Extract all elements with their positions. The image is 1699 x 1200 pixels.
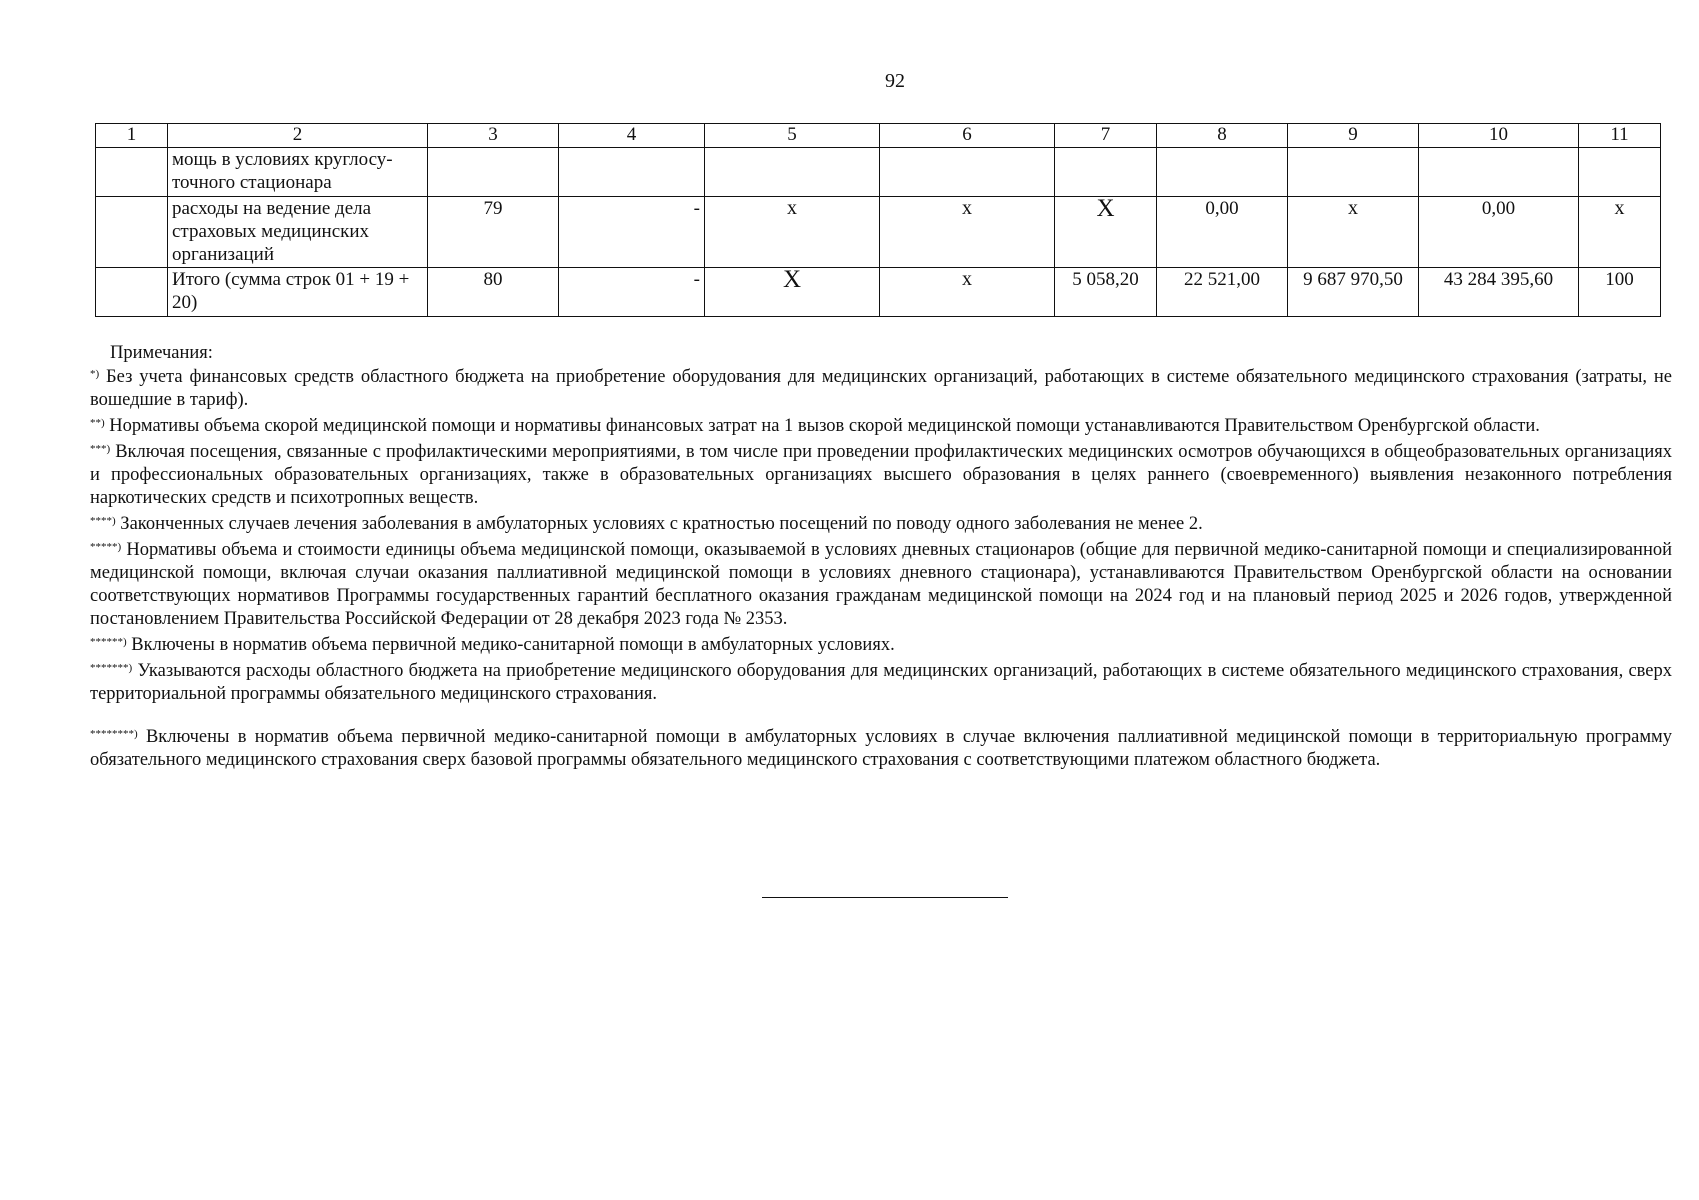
table-cell-label: расходы на ведение дела страховых медицинских организаций <box>168 197 428 268</box>
note-mark: ******) <box>90 636 127 648</box>
note-item <box>90 726 1672 772</box>
note-mark: ***) <box>90 443 111 455</box>
table-cell-label: мощь в условиях круглосу-точного стационара <box>168 148 428 197</box>
note-item <box>90 441 1672 510</box>
table-cell: х <box>705 197 880 268</box>
table-cell <box>1288 148 1419 197</box>
table-cell: 100 <box>1579 268 1661 317</box>
note-item <box>90 513 1672 536</box>
table-cell: - <box>559 197 705 268</box>
table-cell: 22 521,00 <box>1157 268 1288 317</box>
note-text: Законченных случаев лечения заболевания в амбулаторных условиях с кратностью посещений по поводу одного заболевания не менее 2. <box>120 514 1203 534</box>
table-cell <box>1157 148 1288 197</box>
column-header: 8 <box>1157 124 1288 148</box>
note-text: Включены в норматив объема первичной медико-санитарной помощи в амбулаторных условиях. <box>131 635 895 655</box>
note-mark: *******) <box>90 662 133 674</box>
column-header: 3 <box>428 124 559 148</box>
table-cell: х <box>880 268 1055 317</box>
table-cell: х <box>880 197 1055 268</box>
column-header: 9 <box>1288 124 1419 148</box>
table-cell: 0,00 <box>1157 197 1288 268</box>
column-header: 5 <box>705 124 880 148</box>
note-mark: **) <box>90 417 105 429</box>
note-text: Указываются расходы областного бюджета на приобретение медицинского оборудования для медицинских организаций, работающих в системе обязательного медицинского страхования, сверх территориальной программы обязательного медицинского страхования. <box>90 661 1673 704</box>
column-header: 2 <box>168 124 428 148</box>
table-cell <box>880 148 1055 197</box>
column-header: 10 <box>1419 124 1579 148</box>
column-header: 7 <box>1055 124 1157 148</box>
note-mark: ********) <box>90 728 138 740</box>
note-text: Включая посещения, связанные с профилактическими мероприятиями, в том числе при проведении профилактических медицинских осмотров обучающихся в общеобразовательных организациях и профессиональных образовательных организациях, также в образовательных организациях высшего образования в целях раннего (своевременного) выявления незаконного потребления наркотических средств и психотропных веществ. <box>90 442 1673 508</box>
note-text: Нормативы объема и стоимости единицы объема медицинской помощи, оказываемой в условиях дневных стационаров (общие для первичной медико-санитарной помощи и специализированной медицинской помощи, включая случаи оказания паллиативной медицинской помощи в условиях дневного стационара), устанавливаются Правительством Оренбургской области на основании соответствующих нормативов Программы государственных гарантий бесплатного оказания гражданам медицинской помощи на 2024 год и на плановый период 2025 и 2026 годов, утвержденной постановлением Правительства Российской Федерации от 28 декабря 2023 года № 2353. <box>90 540 1672 629</box>
note-text: Включены в норматив объема первичной медико-санитарной помощи в амбулаторных условиях в случае включения паллиативной медицинской помощи в территориальную программу обязательного медицинского страхования сверх базовой программы обязательного медицинского страхования с соответствующими платежом областного бюджета. <box>90 727 1673 770</box>
table-cell <box>1419 148 1579 197</box>
column-header: 6 <box>880 124 1055 148</box>
table-cell: Х <box>1055 197 1157 268</box>
note-mark: ****) <box>90 515 116 527</box>
data-table <box>95 123 1661 317</box>
notes-section <box>90 342 1672 775</box>
note-mark: *) <box>90 368 100 380</box>
note-item <box>90 634 1672 657</box>
table-row <box>96 148 1661 197</box>
table-cell <box>96 197 168 268</box>
table-row <box>96 197 1661 268</box>
note-item <box>90 366 1672 412</box>
table-cell: х <box>1288 197 1419 268</box>
notes-title: Примечания: <box>110 343 213 363</box>
table-header-row <box>96 124 1661 148</box>
column-header: 11 <box>1579 124 1661 148</box>
table-cell: 9 687 970,50 <box>1288 268 1419 317</box>
table-cell <box>428 148 559 197</box>
table-cell <box>96 268 168 317</box>
table-cell: 80 <box>428 268 559 317</box>
table-cell: 0,00 <box>1419 197 1579 268</box>
table-cell <box>559 148 705 197</box>
table-cell <box>1579 148 1661 197</box>
table-cell: - <box>559 268 705 317</box>
closing-divider <box>762 897 1008 898</box>
note-mark: *****) <box>90 541 122 553</box>
note-text: Нормативы объема скорой медицинской помощи и нормативы финансовых затрат на 1 вызов скорой медицинской помощи устанавливаются Правительством Оренбургской области. <box>109 416 1540 436</box>
column-header: 1 <box>96 124 168 148</box>
table-cell: 43 284 395,60 <box>1419 268 1579 317</box>
table-cell: 5 058,20 <box>1055 268 1157 317</box>
table-cell <box>96 148 168 197</box>
table-cell: х <box>1579 197 1661 268</box>
note-text: Без учета финансовых средств областного бюджета на приобретение оборудования для медицинских организаций, работающих в системе обязательного медицинского страхования (затраты, не вошедшие в тариф). <box>90 367 1673 410</box>
note-item <box>90 539 1672 631</box>
table-cell <box>705 148 880 197</box>
table-cell-label: Итого (сумма строк 01 + 19 + 20) <box>168 268 428 317</box>
note-item <box>90 415 1672 438</box>
column-header: 4 <box>559 124 705 148</box>
note-item <box>90 660 1672 706</box>
table-row <box>96 268 1661 317</box>
page-number: 92 <box>885 70 905 92</box>
table-cell <box>1055 148 1157 197</box>
table-cell: 79 <box>428 197 559 268</box>
table-cell: Х <box>705 268 880 317</box>
